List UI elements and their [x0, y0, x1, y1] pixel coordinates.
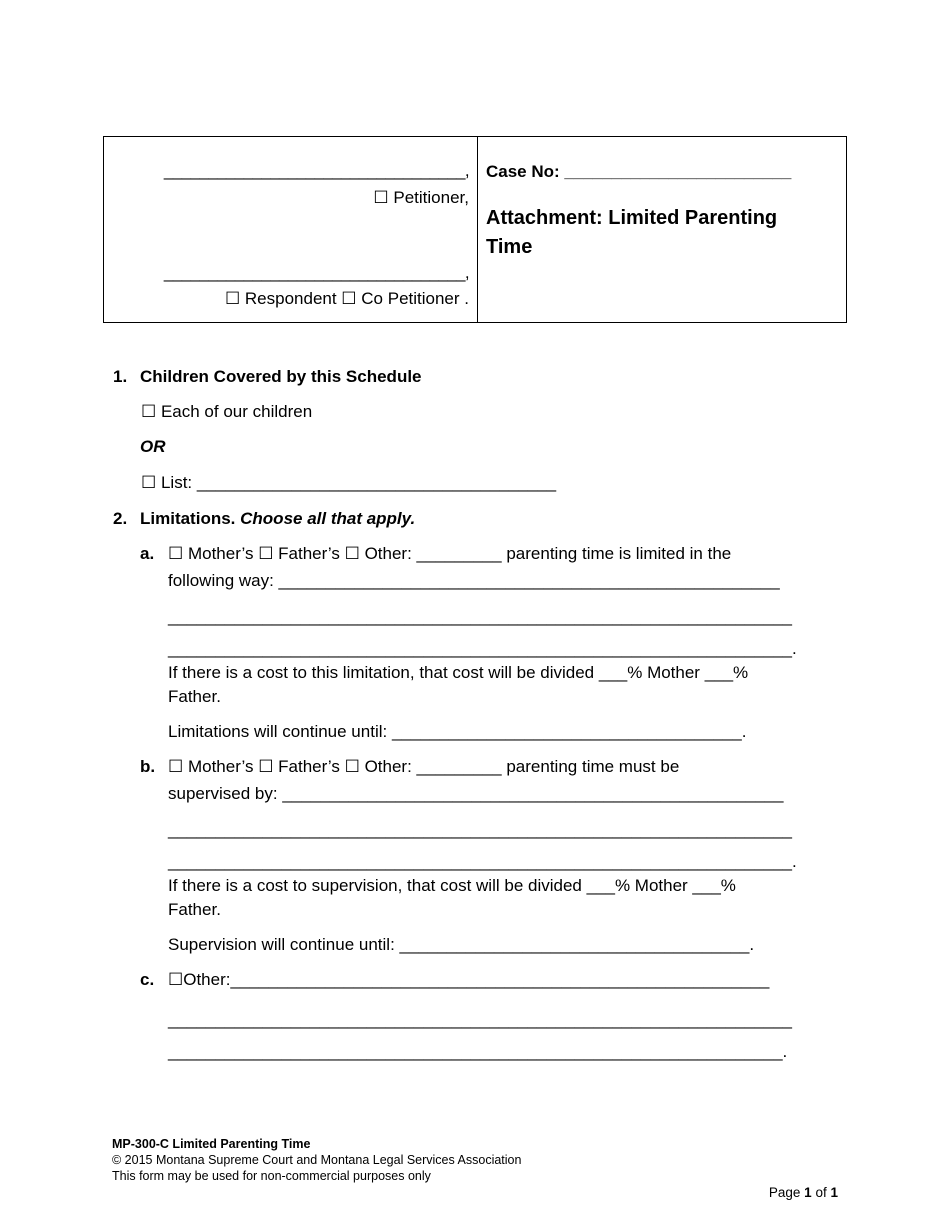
item-c-other-line2[interactable]: __________________________________________________________________: [168, 1010, 793, 1029]
list-children-option[interactable]: ☐ List: ______________________________________: [141, 473, 557, 492]
item-a-parent-choice[interactable]: ☐ Mother’s ☐ Father’s ☐ Other: _________ parenting time is limited in the: [168, 544, 732, 563]
section2-heading-bold: Limitations.: [140, 509, 236, 528]
footer-usage: This form may be used for non-commercial purposes only: [112, 1169, 431, 1183]
item-a-cost-text-cont: Father.: [168, 687, 221, 706]
case-number[interactable]: Case No: ________________________: [486, 162, 792, 181]
form-title-line1: Attachment: Limited Parenting: [486, 207, 778, 229]
petitioner-name-line[interactable]: __________________________________,: [163, 161, 469, 180]
page-current: 1: [804, 1185, 812, 1200]
item-a-cost-text[interactable]: If there is a cost to this limitation, that cost will be divided ___% Mother ___%: [168, 663, 749, 682]
section2-heading: [140, 509, 415, 529]
item-b-supervisor-line1[interactable]: supervised by: _____________________________________________________: [168, 784, 784, 803]
item-a-limitation-line3[interactable]: __________________________________________________________________.: [168, 639, 797, 658]
item-b-until[interactable]: Supervision will continue until: _____________________________________.: [168, 935, 755, 954]
item-b-parent-choice[interactable]: ☐ Mother’s ☐ Father’s ☐ Other: _________ parenting time must be: [168, 757, 680, 776]
item-a-limitation-line2[interactable]: __________________________________________________________________: [168, 607, 793, 626]
respondent-checkbox-label[interactable]: ☐ Respondent ☐ Co Petitioner .: [224, 289, 469, 308]
footer-copyright: © 2015 Montana Supreme Court and Montana Legal Services Association: [112, 1153, 522, 1167]
section1-heading: Children Covered by this Schedule: [140, 367, 422, 386]
page-total: 1: [830, 1185, 838, 1200]
form-title-line2: Time: [486, 236, 533, 258]
page-of: of: [815, 1185, 827, 1200]
item-b-cost-text[interactable]: If there is a cost to supervision, that cost will be divided ___% Mother ___%: [168, 876, 736, 895]
item-c-other-line3[interactable]: _________________________________________________________________.: [168, 1042, 788, 1061]
item-a-until[interactable]: Limitations will continue until: _____________________________________.: [168, 722, 747, 741]
item-c-other-line1[interactable]: ☐Other:_________________________________________________________: [168, 970, 770, 989]
item-b-letter: b.: [140, 757, 156, 776]
each-child-option[interactable]: ☐ Each of our children: [141, 402, 313, 421]
page-prefix: Page: [768, 1185, 801, 1200]
page-number: [769, 1185, 838, 1200]
or-label: OR: [140, 437, 166, 456]
section2-number: 2.: [113, 509, 128, 528]
item-b-supervisor-line2[interactable]: __________________________________________________________________: [168, 820, 793, 839]
item-b-cost-text-cont: Father.: [168, 900, 221, 919]
item-a-letter: a.: [140, 544, 155, 563]
item-c-letter: c.: [140, 970, 155, 989]
petitioner-checkbox-label[interactable]: ☐ Petitioner,: [373, 188, 469, 207]
respondent-name-line[interactable]: __________________________________,: [163, 263, 469, 282]
footer-form-id: MP-300-C Limited Parenting Time: [112, 1137, 311, 1151]
item-b-supervisor-line3[interactable]: __________________________________________________________________.: [168, 852, 797, 871]
section1-number: 1.: [113, 367, 128, 386]
item-a-limitation-line1[interactable]: following way: _____________________________________________________: [168, 571, 780, 590]
section2-heading-italic: Choose all that apply.: [240, 509, 416, 528]
caption-divider: [477, 137, 478, 322]
